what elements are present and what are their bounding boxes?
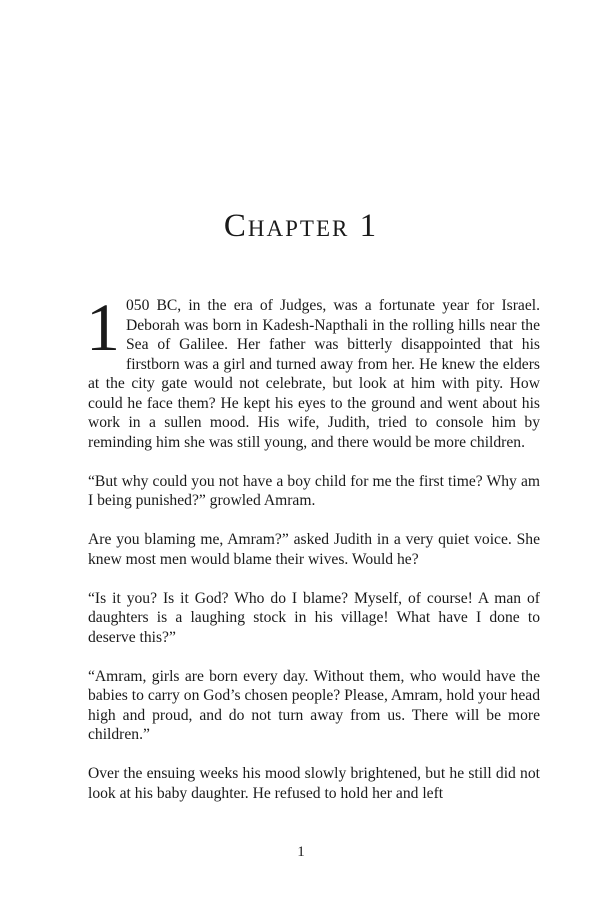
page-number: 1: [297, 844, 305, 860]
paragraph-6: Over the ensuing weeks his mood slowly brightened, but he still did not look at his baby daughter. He refused to hold her and left: [88, 765, 540, 802]
chapter-title: Chapter 1: [223, 208, 379, 244]
paragraph-5: “Amram, girls are born every day. Without them, who would have the babies to carry on God’s chosen people? Please, Amram, hold your head high and proud, and do not turn away from us. There will be more children.”: [88, 667, 540, 743]
paragraph-1: [86, 289, 540, 452]
paragraph-4: “Is it you? Is it God? Who do I blame? Myself, of course! A man of daughters is a laughing stock in his village! What have I done to deserve this?”: [88, 589, 540, 646]
paragraph-1-text: 050 BC, in the era of Judges, was a fortunate year for Israel. Deborah was born in Kadesh-Napthali in the rolling hills near the Sea of Galilee. Her father was bitterly disappointed that his firstborn was a girl and turned away from her. He knew the elders at the city gate would not celebrate, but look at him with pity. How could he face them? He kept his eyes to the ground and went about his work in a sullen mood. His wife, Judith, tried to console him by reminding him she was still young, and there would be more children.: [88, 297, 540, 451]
paragraph-3: Are you blaming me, Amram?” asked Judith in a very quiet voice. She knew most men would blame their wives. Would he?: [88, 531, 540, 568]
body-text: [86, 289, 540, 823]
paragraph-2: “But why could you not have a boy child for me the first time? Why am I being punished?” growled Amram.: [88, 472, 540, 509]
drop-cap: 1: [86, 289, 120, 365]
